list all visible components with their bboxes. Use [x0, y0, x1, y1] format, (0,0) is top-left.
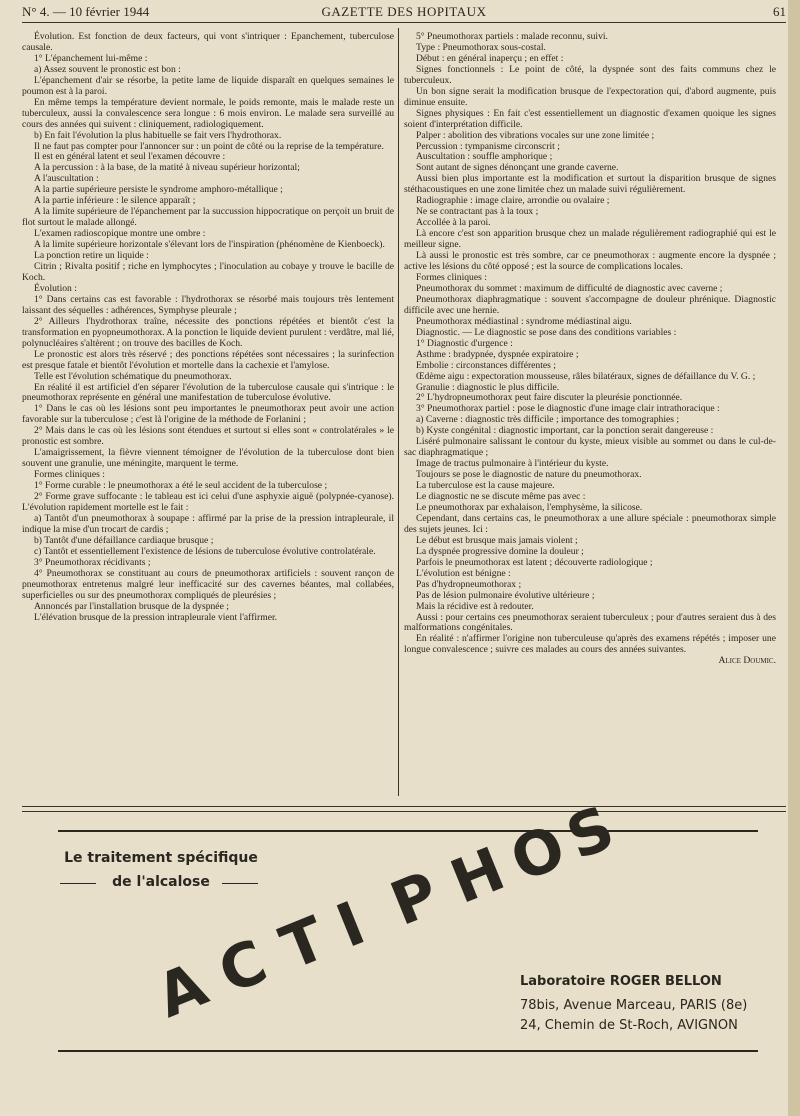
brand-letter: C	[209, 926, 277, 1008]
header-rule	[22, 22, 786, 23]
paragraph: 1° Forme curable : le pneumothorax a été le seul accident de la tuberculose ;	[34, 480, 328, 492]
paragraph: Toujours se pose le diagnostic de nature du pneumothorax.	[416, 469, 642, 481]
paragraph: A la limite supérieure horizontale s'élevant lors de l'inspiration (phénomène de Kienboeck).	[34, 239, 385, 251]
paragraph: Citrin ; Rivalta positif ; riche en lymphocytes ; l'inoculation au cobaye y trouve le bacille de Koch.	[22, 261, 394, 283]
paragraph: Le pronostic est alors très réservé ; des ponctions répétées sont nécessaires ; la surinfection est presque fatale et bientôt l'évolution et mortelle dans la cachexie et l'amylose.	[22, 348, 394, 371]
paragraph: Auscultation : souffle amphorique ;	[416, 151, 553, 163]
page-edge	[788, 0, 800, 1116]
paragraph: En même temps la température devient normale, le poids remonte, mais le malade reste un tuberculeux, aussi la convalescence sera longue : 6 mois environ. Le malade sera surveillé au cours des années qui suivent : cliniquement, radiologiquement.	[22, 96, 394, 130]
right-column	[404, 32, 776, 667]
paragraph: L'évolution est bénigne :	[416, 567, 511, 579]
paragraph: Il ne faut pas compter pour l'annoncer sur : un point de côté ou la reprise de la température.	[34, 140, 384, 152]
paragraph: 1° Dans certains cas est favorable : l'hydrothorax se résorbé mais toujours très lentement laissant des séquelles : adhérences, Symphyse pleurale ;	[22, 293, 394, 316]
paragraph: Le début est brusque mais jamais violent ;	[416, 534, 578, 546]
ad-top-rule	[58, 830, 758, 832]
journal-title: GAZETTE DES HOPITAUX	[321, 4, 487, 19]
paragraph: Le pneumothorax par exhalaison, l'emphysème, la silicose.	[416, 501, 643, 513]
author-signature	[404, 656, 776, 667]
paragraph: Sont autant de signes dénonçant une grande caverne.	[416, 162, 619, 174]
paragraph: Œdème aigu : expectoration mousseuse, râles bilatéraux, signes de défaillance du V. G. ;	[416, 370, 756, 382]
paragraph: L'examen radioscopique montre une ombre :	[34, 228, 206, 240]
paragraph: A la percussion : à la base, de la matité à niveau supérieur horizontal;	[34, 162, 300, 174]
paragraph: La dyspnée progressive domine la douleur ;	[416, 545, 584, 557]
paragraph: Pas de lésion pulmonaire évolutive ultérieure ;	[416, 589, 595, 601]
paragraph: 2° Forme grave suffocante : le tableau est ici celui d'une asphyxie aiguë (polypnée-cyanose). L'évolution rapidement mortelle est le fait :	[22, 491, 394, 513]
paragraph: Évolution :	[34, 282, 77, 294]
paragraph: Diagnostic. — Le diagnostic se pose dans des conditions variables :	[416, 326, 677, 338]
paragraph: Signes physiques : En fait c'est essentiellement un diagnostic d'examen quoique les signes soient d'interprétation difficile.	[404, 107, 776, 130]
paragraph: Formes cliniques :	[416, 271, 487, 283]
paragraph: 2° Mais dans le cas où les lésions sont étendues et surtout si elles sont « controlatérales » le pronostic est sombre.	[22, 425, 394, 448]
paragraph: Pneumothorax diaphragmatique : souvent s'accompagne de douleur phrénique. Diagnostic difficile avec une hernie.	[404, 293, 776, 316]
paragraph: a) Caverne : diagnostic très difficile ; importance des tomographies ;	[416, 414, 680, 426]
paragraph: 2° L'hydropneumothorax peut faire discuter la pleurésie ponctionnée.	[416, 392, 683, 404]
page-header	[22, 4, 786, 24]
lab-name: Laboratoire ROGER BELLON	[520, 974, 722, 989]
paragraph: 4° Pneumothorax se constituant au cours de pneumothorax artificiels : souvent rançon de pneumothorax entretenus malgré leur inefficacité sur des cavernes béantes, mal collabées, superficielles ou sur des pneumothorax compliqués de pleurésies ;	[22, 567, 394, 601]
paragraph: c) Tantôt et essentiellement l'existence de lésions de tuberculose évolutive controlatérale.	[34, 545, 376, 557]
signature-text: Alice Doumic.	[718, 655, 776, 667]
paragraph: A la partie supérieure persiste le syndrome amphoro-métallique ;	[34, 184, 283, 196]
paragraph: Pas d'hydropneumothorax ;	[416, 578, 522, 590]
brand-letter: H	[441, 834, 515, 918]
paragraph: Percussion : tympanisme circonscrit ;	[416, 140, 560, 152]
paragraph: Signes fonctionnels : Le point de côté, la dyspnée sont des faits communs chez le tuberculeux.	[404, 63, 776, 86]
paragraph: b) Tantôt d'une défaillance cardiaque brusque ;	[34, 534, 214, 546]
paragraph: Palper : abolition des vibrations vocales sur une zone limitée ;	[416, 129, 655, 141]
paragraph: En réalité il est artificiel d'en séparer l'évolution de la tuberculose causale qui s'intrique : le pneumothorax représente en général une manifestation de tuberculose évolutive.	[22, 381, 394, 404]
paragraph: 5° Pneumothorax partiels : malade reconnu, suivi.	[416, 31, 608, 42]
left-column	[22, 32, 394, 623]
paragraph: Aussi bien plus importante est la modification et surtout la disparition brusque de signes stéthacoustiques en une zone limitée chez un malade suivi régulièrement.	[404, 173, 776, 196]
paragraph: A l'auscultation :	[34, 173, 99, 185]
paragraph: L'élévation brusque de la pression intrapleurale vient l'affirmer.	[34, 611, 278, 623]
paragraph: La ponction retire un liquide :	[34, 250, 149, 262]
paragraph: b) En fait l'évolution la plus habituelle se fait vers l'hydrothorax.	[34, 129, 282, 141]
paragraph: Accollée à la paroi.	[416, 217, 491, 229]
paragraph: En réalité : n'affirmer l'origine non tuberculeuse qu'après des examens répétés ; imposer une longue convalescence ; suivre ces malades au cours des années suivantes.	[404, 633, 776, 656]
lab-address-paris: 78bis, Avenue Marceau, PARIS (8e)	[520, 998, 748, 1013]
paragraph: Radiographie : image claire, arrondie ou ovalaire ;	[416, 195, 610, 207]
article-end-rule-thin	[22, 811, 786, 812]
paragraph: Le diagnostic ne se discute même pas avec :	[416, 491, 586, 503]
paragraph: Pneumothorax du sommet : maximum de difficulté de diagnostic avec caverne ;	[416, 282, 723, 294]
paragraph: Image de tractus pulmonaire à l'intérieur du kyste.	[416, 458, 609, 470]
page-number: 61	[773, 4, 786, 19]
paragraph: Parfois le pneumothorax est latent ; découverte radiologique ;	[416, 556, 653, 568]
paragraph: L'amaigrissement, la fièvre viennent témoigner de l'évolution de la tuberculose dont bien souvent une granulie, une méningite, marquent le terme.	[22, 447, 394, 470]
lab-address-avignon: 24, Chemin de St-Roch, AVIGNON	[520, 1018, 738, 1033]
paragraph: 1° Dans le cas où les lésions sont peu importantes le pneumothorax peut avoir une action favorable sur la tuberculose ; c'est là l'origine de la méthode de Forlanini ;	[22, 403, 394, 426]
paragraph: L'épanchement d'air se résorbe, la petite lame de liquide disparaît en quelques semaines le poumon est à la paroi.	[22, 74, 394, 97]
paragraph: Embolie : circonstances différentes ;	[416, 359, 556, 371]
article-end-rule	[22, 806, 786, 807]
paragraph: Cependant, dans certains cas, le pneumothorax a une allure spéciale : pneumothorax simple des sujets jeunes. Ici :	[404, 512, 776, 535]
ad-tagline-1: Le traitement spécifique	[64, 850, 258, 866]
paragraph: 1° Diagnostic d'urgence :	[416, 337, 513, 349]
paragraph: La tuberculose est la cause majeure.	[416, 480, 555, 492]
paragraph: b) Kyste congénital : diagnostic important, car la ponction serait dangereuse :	[416, 425, 714, 437]
paragraph: a) Assez souvent le pronostic est bon :	[34, 63, 181, 75]
paragraph: a) Tantôt d'un pneumothorax à soupape : affirmé par la prise de la pression intrapleurale, il indique la mise d'un trocart de cardis ;	[22, 512, 394, 535]
paragraph: Il est en général latent et seul l'examen découvre :	[34, 151, 226, 163]
paragraph: Pneumothorax médiastinal : syndrome médiastinal aigu.	[416, 315, 632, 327]
paragraph: A la partie inférieure : le silence apparaît ;	[34, 195, 196, 207]
paragraph: Aussi : pour certains ces pneumothorax seraient tuberculeux ; pour d'autres seraient dus à des malformations congénitales.	[404, 611, 776, 634]
paragraph: Là encore c'est son apparition brusque chez un malade régulièrement radiographié qui est le meilleur signe.	[404, 228, 776, 251]
ad-tagline-2: de l'alcalose	[112, 874, 210, 890]
paragraph: Un bon signe serait la modification brusque de l'expectoration qui, d'abord augmente, puis diminue ensuite.	[404, 85, 776, 108]
brand-letter: S	[557, 792, 624, 874]
paragraph: Mais la récidive est à redouter.	[416, 600, 534, 612]
brand-letter: T	[271, 903, 336, 984]
paragraph: 1° L'épanchement lui-même :	[34, 52, 148, 64]
paragraph: 3° Pneumothorax partiel : pose le diagnostic d'une image clair intrathoracique :	[416, 403, 720, 415]
ad-bottom-rule	[58, 1050, 758, 1052]
paragraph: Type : Pneumothorax sous-costal.	[416, 41, 546, 53]
paragraph: Début : en général inaperçu ; en effet :	[416, 52, 564, 64]
paragraph: Granulie : diagnostic le plus difficile.	[416, 381, 560, 393]
paragraph: Liséré pulmonaire salissant le contour du kyste, mieux visible au sommet ou dans le cul-de-sac diaphragmatique ;	[404, 436, 776, 459]
brand-letter: I	[327, 888, 375, 962]
brand-letter: A	[147, 949, 217, 1032]
column-divider	[398, 28, 399, 796]
paragraph: 3° Pneumothorax récidivants ;	[34, 556, 151, 568]
paragraph: 2° Ailleurs l'hydrothorax traîne, nécessite des ponctions répétées et bientôt c'est la transformation en pyopneumothorax. A la ponction le liquide devient purulent : verdâtre, mal lié, polynucléaires s'altèrent ; on trouve des bacilles de Koch.	[22, 315, 394, 349]
paragraph: Annoncés par l'installation brusque de la dyspnée ;	[34, 600, 229, 612]
brand-letter: P	[381, 858, 449, 940]
paragraph: Formes cliniques :	[34, 469, 105, 481]
paragraph: Asthme : bradypnée, dyspnée expiratoire ;	[416, 348, 579, 360]
paragraph: Là aussi le pronostic est très sombre, car ce pneumothorax : augmente encore la dyspnée ; active les lésions du côté opposé ; est la source de complications locales.	[404, 250, 776, 273]
paragraph: A la limite supérieure de l'épanchement par la succussion hippocratique on perçoit un bruit de flot surtout le malade allongé.	[22, 206, 394, 229]
brand-letter: O	[501, 811, 575, 896]
paragraph: Évolution. Est fonction de deux facteurs, qui vont s'intriquer : Epanchement, tuberculose causale.	[22, 31, 394, 53]
paragraph: Telle est l'évolution schématique du pneumothorax.	[34, 370, 232, 382]
issue-date: N° 4. — 10 février 1944	[22, 4, 150, 19]
paragraph: Ne se contractant pas à la toux ;	[416, 206, 539, 218]
